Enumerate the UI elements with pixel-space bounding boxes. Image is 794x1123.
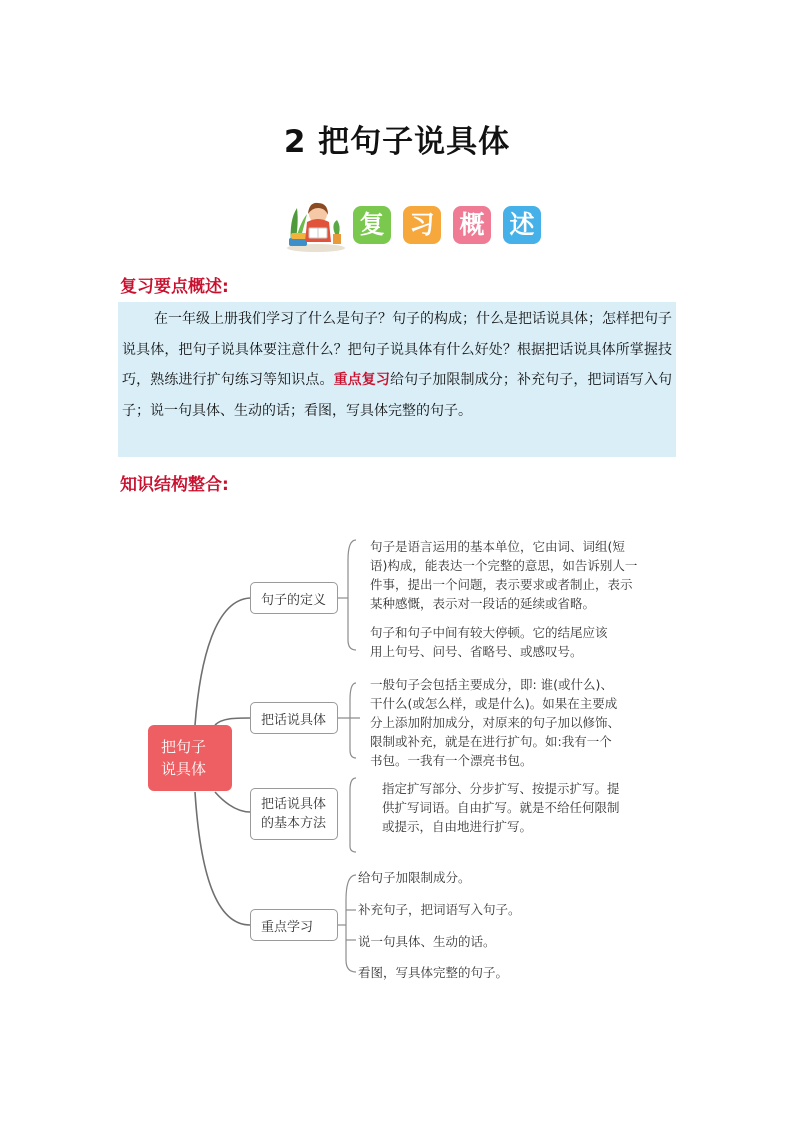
leaf-definition-1: 句子是语言运用的基本单位，它由词、词组(短语)构成，能表达一个完整的意思，如告诉别人一件事，提出一个问题，表示要求或者制止，表示某种感慨，表示对一段话的延续或省略。	[370, 539, 638, 611]
leaf-key-3: 说一句具体、生动的话。	[358, 934, 496, 949]
banner-tile-gai: 概	[453, 206, 491, 244]
banner-tile-shu: 述	[503, 206, 541, 244]
banner-tile-fu: 复	[353, 206, 391, 244]
leaf-concretely: 一般句子会包括主要成分，即: 谁(或什么)、干什么(或怎么样，或是什么)。如果在主要成分上添加附加成分，对原来的句子加以修饰、限制或补充，就是在进行扩句。如:我有一个书包。一我有一个漂亮书包。	[370, 677, 621, 768]
leaf-key-4: 看图，写具体完整的句子。	[358, 965, 509, 980]
leaf-definition-2: 句子和句子中间有较大停顿。它的结尾应该用上句号、问号、省略号、或感叹号。	[370, 625, 608, 659]
branch-basic-methods: 把话说具体的基本方法	[250, 788, 338, 840]
mindmap-root	[148, 725, 232, 791]
summary-text-part1: 在一年级上册我们学习了什么是句子？句子的构成；什么是把话说具体；怎样把句子说具体，把句子说具体要注意什么？把句子说具体有什么好处？根据把话说具体所掌握技巧，熟练进行扩句练习等知识点。	[122, 311, 672, 388]
section-heading-summary: 复习要点概述:	[120, 277, 229, 297]
banner-tile-xi: 习	[403, 206, 441, 244]
root-line-1: 把句子	[161, 738, 207, 756]
page-title: 2 把句子说具体	[283, 124, 511, 160]
summary-highlight: 重点复习	[333, 372, 390, 388]
branch-speak-concretely: 把话说具体	[250, 702, 338, 734]
leaf-key-2: 补充句子，把词语写入句子。	[358, 902, 521, 917]
root-line-2: 说具体	[161, 760, 207, 778]
section-heading-structure: 知识结构整合:	[120, 475, 229, 495]
branch-key-learning: 重点学习	[250, 909, 338, 941]
branch-sentence-definition: 句子的定义	[250, 582, 338, 614]
leaf-methods: 指定扩写部分、分步扩写、按提示扩写。提供扩写词语。自由扩写。就是不给任何限制或提示，自由地进行扩写。	[382, 781, 620, 834]
summary-text-part2: 给句子加限制成分；补充句子，把词语写入句子；说一句具体、生动的话；看图，写具体完整的句子。	[122, 372, 672, 419]
leaf-key-1: 给句子加限制成分。	[358, 870, 471, 885]
